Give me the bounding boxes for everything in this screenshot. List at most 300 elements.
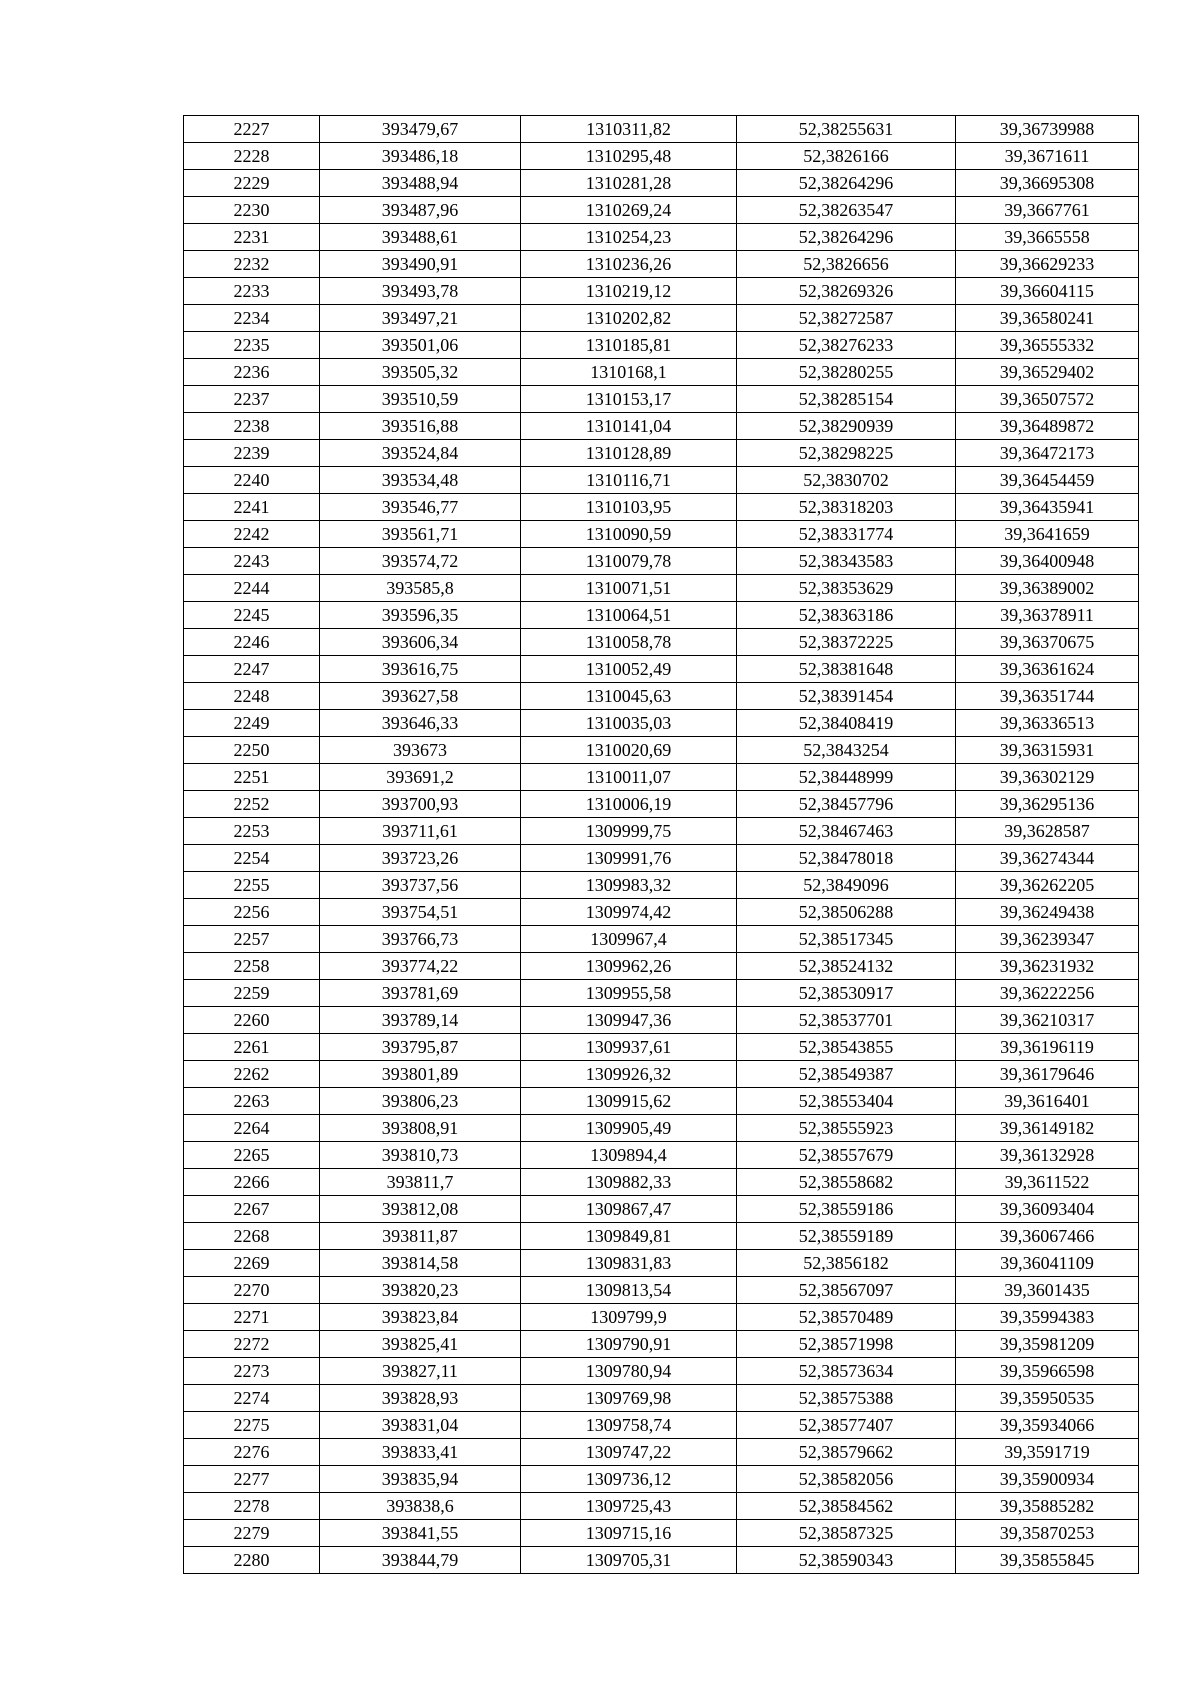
y-coordinate-cell: 1309715,16 bbox=[521, 1520, 737, 1547]
table-row bbox=[184, 143, 1139, 170]
y-coordinate-cell: 1309831,83 bbox=[521, 1250, 737, 1277]
latitude-cell: 52,38582056 bbox=[737, 1466, 956, 1493]
latitude-cell: 52,3856182 bbox=[737, 1250, 956, 1277]
point-number-cell: 2275 bbox=[184, 1412, 320, 1439]
latitude-cell: 52,38285154 bbox=[737, 386, 956, 413]
latitude-cell: 52,38343583 bbox=[737, 548, 956, 575]
y-coordinate-cell: 1310269,24 bbox=[521, 197, 737, 224]
latitude-cell: 52,38573634 bbox=[737, 1358, 956, 1385]
x-coordinate-cell: 393814,58 bbox=[320, 1250, 521, 1277]
x-coordinate-cell: 393737,56 bbox=[320, 872, 521, 899]
longitude-cell: 39,36196119 bbox=[956, 1034, 1139, 1061]
latitude-cell: 52,38363186 bbox=[737, 602, 956, 629]
latitude-cell: 52,38263547 bbox=[737, 197, 956, 224]
point-number-cell: 2242 bbox=[184, 521, 320, 548]
x-coordinate-cell: 393711,61 bbox=[320, 818, 521, 845]
point-number-cell: 2273 bbox=[184, 1358, 320, 1385]
y-coordinate-cell: 1309974,42 bbox=[521, 899, 737, 926]
y-coordinate-cell: 1310219,12 bbox=[521, 278, 737, 305]
point-number-cell: 2253 bbox=[184, 818, 320, 845]
point-number-cell: 2258 bbox=[184, 953, 320, 980]
longitude-cell: 39,36262205 bbox=[956, 872, 1139, 899]
x-coordinate-cell: 393812,08 bbox=[320, 1196, 521, 1223]
point-number-cell: 2240 bbox=[184, 467, 320, 494]
point-number-cell: 2276 bbox=[184, 1439, 320, 1466]
y-coordinate-cell: 1309894,4 bbox=[521, 1142, 737, 1169]
y-coordinate-cell: 1310153,17 bbox=[521, 386, 737, 413]
table-row bbox=[184, 1142, 1139, 1169]
y-coordinate-cell: 1310168,1 bbox=[521, 359, 737, 386]
x-coordinate-cell: 393811,7 bbox=[320, 1169, 521, 1196]
y-coordinate-cell: 1310141,04 bbox=[521, 413, 737, 440]
y-coordinate-cell: 1310295,48 bbox=[521, 143, 737, 170]
table-row bbox=[184, 386, 1139, 413]
longitude-cell: 39,36604115 bbox=[956, 278, 1139, 305]
table-row bbox=[184, 629, 1139, 656]
table-row bbox=[184, 1385, 1139, 1412]
y-coordinate-cell: 1310116,71 bbox=[521, 467, 737, 494]
latitude-cell: 52,38467463 bbox=[737, 818, 956, 845]
longitude-cell: 39,35966598 bbox=[956, 1358, 1139, 1385]
y-coordinate-cell: 1310079,78 bbox=[521, 548, 737, 575]
longitude-cell: 39,36378911 bbox=[956, 602, 1139, 629]
point-number-cell: 2255 bbox=[184, 872, 320, 899]
x-coordinate-cell: 393841,55 bbox=[320, 1520, 521, 1547]
latitude-cell: 52,38457796 bbox=[737, 791, 956, 818]
latitude-cell: 52,38587325 bbox=[737, 1520, 956, 1547]
x-coordinate-cell: 393828,93 bbox=[320, 1385, 521, 1412]
point-number-cell: 2280 bbox=[184, 1547, 320, 1574]
point-number-cell: 2233 bbox=[184, 278, 320, 305]
table-row bbox=[184, 332, 1139, 359]
latitude-cell: 52,38579662 bbox=[737, 1439, 956, 1466]
longitude-cell: 39,35900934 bbox=[956, 1466, 1139, 1493]
longitude-cell: 39,36555332 bbox=[956, 332, 1139, 359]
y-coordinate-cell: 1310128,89 bbox=[521, 440, 737, 467]
point-number-cell: 2237 bbox=[184, 386, 320, 413]
x-coordinate-cell: 393487,96 bbox=[320, 197, 521, 224]
longitude-cell: 39,36067466 bbox=[956, 1223, 1139, 1250]
longitude-cell: 39,3628587 bbox=[956, 818, 1139, 845]
point-number-cell: 2227 bbox=[184, 116, 320, 143]
point-number-cell: 2267 bbox=[184, 1196, 320, 1223]
y-coordinate-cell: 1310236,26 bbox=[521, 251, 737, 278]
point-number-cell: 2241 bbox=[184, 494, 320, 521]
longitude-cell: 39,36435941 bbox=[956, 494, 1139, 521]
latitude-cell: 52,3830702 bbox=[737, 467, 956, 494]
x-coordinate-cell: 393524,84 bbox=[320, 440, 521, 467]
latitude-cell: 52,38559186 bbox=[737, 1196, 956, 1223]
table-row bbox=[184, 980, 1139, 1007]
x-coordinate-cell: 393501,06 bbox=[320, 332, 521, 359]
y-coordinate-cell: 1309725,43 bbox=[521, 1493, 737, 1520]
table-row bbox=[184, 1493, 1139, 1520]
x-coordinate-cell: 393835,94 bbox=[320, 1466, 521, 1493]
table-row bbox=[184, 1061, 1139, 1088]
longitude-cell: 39,36149182 bbox=[956, 1115, 1139, 1142]
table-row bbox=[184, 1412, 1139, 1439]
table-row bbox=[184, 1250, 1139, 1277]
point-number-cell: 2244 bbox=[184, 575, 320, 602]
table-row bbox=[184, 791, 1139, 818]
longitude-cell: 39,35870253 bbox=[956, 1520, 1139, 1547]
x-coordinate-cell: 393497,21 bbox=[320, 305, 521, 332]
latitude-cell: 52,3843254 bbox=[737, 737, 956, 764]
table-row bbox=[184, 575, 1139, 602]
y-coordinate-cell: 1310281,28 bbox=[521, 170, 737, 197]
longitude-cell: 39,3591719 bbox=[956, 1439, 1139, 1466]
latitude-cell: 52,38575388 bbox=[737, 1385, 956, 1412]
x-coordinate-cell: 393810,73 bbox=[320, 1142, 521, 1169]
latitude-cell: 52,38264296 bbox=[737, 170, 956, 197]
table-row bbox=[184, 1466, 1139, 1493]
table-row bbox=[184, 224, 1139, 251]
longitude-cell: 39,36210317 bbox=[956, 1007, 1139, 1034]
y-coordinate-cell: 1310071,51 bbox=[521, 575, 737, 602]
x-coordinate-cell: 393806,23 bbox=[320, 1088, 521, 1115]
y-coordinate-cell: 1309937,61 bbox=[521, 1034, 737, 1061]
latitude-cell: 52,38298225 bbox=[737, 440, 956, 467]
x-coordinate-cell: 393831,04 bbox=[320, 1412, 521, 1439]
point-number-cell: 2232 bbox=[184, 251, 320, 278]
table-row bbox=[184, 278, 1139, 305]
longitude-cell: 39,36315931 bbox=[956, 737, 1139, 764]
longitude-cell: 39,36132928 bbox=[956, 1142, 1139, 1169]
point-number-cell: 2229 bbox=[184, 170, 320, 197]
y-coordinate-cell: 1310103,95 bbox=[521, 494, 737, 521]
y-coordinate-cell: 1309790,91 bbox=[521, 1331, 737, 1358]
point-number-cell: 2231 bbox=[184, 224, 320, 251]
y-coordinate-cell: 1309780,94 bbox=[521, 1358, 737, 1385]
y-coordinate-cell: 1310202,82 bbox=[521, 305, 737, 332]
x-coordinate-cell: 393808,91 bbox=[320, 1115, 521, 1142]
latitude-cell: 52,38555923 bbox=[737, 1115, 956, 1142]
table-row bbox=[184, 737, 1139, 764]
latitude-cell: 52,38353629 bbox=[737, 575, 956, 602]
x-coordinate-cell: 393646,33 bbox=[320, 710, 521, 737]
latitude-cell: 52,38577407 bbox=[737, 1412, 956, 1439]
longitude-cell: 39,36179646 bbox=[956, 1061, 1139, 1088]
table-row bbox=[184, 1223, 1139, 1250]
point-number-cell: 2259 bbox=[184, 980, 320, 1007]
latitude-cell: 52,38478018 bbox=[737, 845, 956, 872]
x-coordinate-cell: 393838,6 bbox=[320, 1493, 521, 1520]
coordinates-table-body bbox=[184, 116, 1139, 1574]
x-coordinate-cell: 393490,91 bbox=[320, 251, 521, 278]
longitude-cell: 39,36489872 bbox=[956, 413, 1139, 440]
y-coordinate-cell: 1309926,32 bbox=[521, 1061, 737, 1088]
y-coordinate-cell: 1309769,98 bbox=[521, 1385, 737, 1412]
point-number-cell: 2238 bbox=[184, 413, 320, 440]
latitude-cell: 52,38272587 bbox=[737, 305, 956, 332]
x-coordinate-cell: 393844,79 bbox=[320, 1547, 521, 1574]
table-row bbox=[184, 602, 1139, 629]
y-coordinate-cell: 1310064,51 bbox=[521, 602, 737, 629]
point-number-cell: 2274 bbox=[184, 1385, 320, 1412]
longitude-cell: 39,36336513 bbox=[956, 710, 1139, 737]
latitude-cell: 52,38408419 bbox=[737, 710, 956, 737]
y-coordinate-cell: 1309991,76 bbox=[521, 845, 737, 872]
x-coordinate-cell: 393574,72 bbox=[320, 548, 521, 575]
table-row bbox=[184, 1088, 1139, 1115]
longitude-cell: 39,36629233 bbox=[956, 251, 1139, 278]
point-number-cell: 2270 bbox=[184, 1277, 320, 1304]
latitude-cell: 52,38269326 bbox=[737, 278, 956, 305]
y-coordinate-cell: 1310045,63 bbox=[521, 683, 737, 710]
point-number-cell: 2243 bbox=[184, 548, 320, 575]
table-row bbox=[184, 251, 1139, 278]
point-number-cell: 2265 bbox=[184, 1142, 320, 1169]
x-coordinate-cell: 393691,2 bbox=[320, 764, 521, 791]
table-row bbox=[184, 467, 1139, 494]
x-coordinate-cell: 393596,35 bbox=[320, 602, 521, 629]
x-coordinate-cell: 393493,78 bbox=[320, 278, 521, 305]
x-coordinate-cell: 393488,61 bbox=[320, 224, 521, 251]
longitude-cell: 39,35885282 bbox=[956, 1493, 1139, 1520]
latitude-cell: 52,38506288 bbox=[737, 899, 956, 926]
table-row bbox=[184, 953, 1139, 980]
point-number-cell: 2268 bbox=[184, 1223, 320, 1250]
point-number-cell: 2234 bbox=[184, 305, 320, 332]
longitude-cell: 39,36239347 bbox=[956, 926, 1139, 953]
x-coordinate-cell: 393781,69 bbox=[320, 980, 521, 1007]
longitude-cell: 39,36400948 bbox=[956, 548, 1139, 575]
point-number-cell: 2261 bbox=[184, 1034, 320, 1061]
y-coordinate-cell: 1309999,75 bbox=[521, 818, 737, 845]
latitude-cell: 52,38530917 bbox=[737, 980, 956, 1007]
y-coordinate-cell: 1309967,4 bbox=[521, 926, 737, 953]
longitude-cell: 39,36507572 bbox=[956, 386, 1139, 413]
longitude-cell: 39,3601435 bbox=[956, 1277, 1139, 1304]
x-coordinate-cell: 393534,48 bbox=[320, 467, 521, 494]
longitude-cell: 39,36370675 bbox=[956, 629, 1139, 656]
latitude-cell: 52,3826656 bbox=[737, 251, 956, 278]
longitude-cell: 39,35855845 bbox=[956, 1547, 1139, 1574]
longitude-cell: 39,36580241 bbox=[956, 305, 1139, 332]
table-row bbox=[184, 494, 1139, 521]
point-number-cell: 2278 bbox=[184, 1493, 320, 1520]
table-row bbox=[184, 656, 1139, 683]
latitude-cell: 52,38543855 bbox=[737, 1034, 956, 1061]
y-coordinate-cell: 1310254,23 bbox=[521, 224, 737, 251]
x-coordinate-cell: 393673 bbox=[320, 737, 521, 764]
table-row bbox=[184, 872, 1139, 899]
y-coordinate-cell: 1310020,69 bbox=[521, 737, 737, 764]
table-row bbox=[184, 926, 1139, 953]
longitude-cell: 39,3667761 bbox=[956, 197, 1139, 224]
latitude-cell: 52,38264296 bbox=[737, 224, 956, 251]
longitude-cell: 39,36739988 bbox=[956, 116, 1139, 143]
table-row bbox=[184, 1358, 1139, 1385]
x-coordinate-cell: 393561,71 bbox=[320, 521, 521, 548]
y-coordinate-cell: 1309867,47 bbox=[521, 1196, 737, 1223]
point-number-cell: 2249 bbox=[184, 710, 320, 737]
table-row bbox=[184, 197, 1139, 224]
y-coordinate-cell: 1309747,22 bbox=[521, 1439, 737, 1466]
longitude-cell: 39,35950535 bbox=[956, 1385, 1139, 1412]
point-number-cell: 2245 bbox=[184, 602, 320, 629]
longitude-cell: 39,3665558 bbox=[956, 224, 1139, 251]
longitude-cell: 39,3671611 bbox=[956, 143, 1139, 170]
longitude-cell: 39,36231932 bbox=[956, 953, 1139, 980]
x-coordinate-cell: 393820,23 bbox=[320, 1277, 521, 1304]
x-coordinate-cell: 393801,89 bbox=[320, 1061, 521, 1088]
y-coordinate-cell: 1309955,58 bbox=[521, 980, 737, 1007]
latitude-cell: 52,38537701 bbox=[737, 1007, 956, 1034]
latitude-cell: 52,38553404 bbox=[737, 1088, 956, 1115]
longitude-cell: 39,36302129 bbox=[956, 764, 1139, 791]
latitude-cell: 52,38372225 bbox=[737, 629, 956, 656]
x-coordinate-cell: 393606,34 bbox=[320, 629, 521, 656]
x-coordinate-cell: 393516,88 bbox=[320, 413, 521, 440]
longitude-cell: 39,35981209 bbox=[956, 1331, 1139, 1358]
point-number-cell: 2277 bbox=[184, 1466, 320, 1493]
longitude-cell: 39,36351744 bbox=[956, 683, 1139, 710]
x-coordinate-cell: 393546,77 bbox=[320, 494, 521, 521]
y-coordinate-cell: 1310058,78 bbox=[521, 629, 737, 656]
point-number-cell: 2269 bbox=[184, 1250, 320, 1277]
x-coordinate-cell: 393825,41 bbox=[320, 1331, 521, 1358]
latitude-cell: 52,3826166 bbox=[737, 143, 956, 170]
table-row bbox=[184, 170, 1139, 197]
latitude-cell: 52,38557679 bbox=[737, 1142, 956, 1169]
point-number-cell: 2248 bbox=[184, 683, 320, 710]
table-row bbox=[184, 845, 1139, 872]
y-coordinate-cell: 1310185,81 bbox=[521, 332, 737, 359]
y-coordinate-cell: 1309983,32 bbox=[521, 872, 737, 899]
y-coordinate-cell: 1309849,81 bbox=[521, 1223, 737, 1250]
table-row bbox=[184, 1304, 1139, 1331]
latitude-cell: 52,38381648 bbox=[737, 656, 956, 683]
point-number-cell: 2228 bbox=[184, 143, 320, 170]
table-row bbox=[184, 1439, 1139, 1466]
y-coordinate-cell: 1309736,12 bbox=[521, 1466, 737, 1493]
y-coordinate-cell: 1309799,9 bbox=[521, 1304, 737, 1331]
y-coordinate-cell: 1310090,59 bbox=[521, 521, 737, 548]
x-coordinate-cell: 393823,84 bbox=[320, 1304, 521, 1331]
table-row bbox=[184, 116, 1139, 143]
longitude-cell: 39,3641659 bbox=[956, 521, 1139, 548]
y-coordinate-cell: 1309758,74 bbox=[521, 1412, 737, 1439]
x-coordinate-cell: 393766,73 bbox=[320, 926, 521, 953]
table-row bbox=[184, 1034, 1139, 1061]
latitude-cell: 52,3849096 bbox=[737, 872, 956, 899]
longitude-cell: 39,36529402 bbox=[956, 359, 1139, 386]
latitude-cell: 52,38571998 bbox=[737, 1331, 956, 1358]
point-number-cell: 2236 bbox=[184, 359, 320, 386]
y-coordinate-cell: 1309962,26 bbox=[521, 953, 737, 980]
coordinates-table bbox=[183, 115, 1139, 1574]
longitude-cell: 39,36361624 bbox=[956, 656, 1139, 683]
y-coordinate-cell: 1310006,19 bbox=[521, 791, 737, 818]
point-number-cell: 2279 bbox=[184, 1520, 320, 1547]
point-number-cell: 2230 bbox=[184, 197, 320, 224]
x-coordinate-cell: 393585,8 bbox=[320, 575, 521, 602]
point-number-cell: 2256 bbox=[184, 899, 320, 926]
y-coordinate-cell: 1309915,62 bbox=[521, 1088, 737, 1115]
latitude-cell: 52,38590343 bbox=[737, 1547, 956, 1574]
longitude-cell: 39,36249438 bbox=[956, 899, 1139, 926]
longitude-cell: 39,36041109 bbox=[956, 1250, 1139, 1277]
latitude-cell: 52,38559189 bbox=[737, 1223, 956, 1250]
point-number-cell: 2260 bbox=[184, 1007, 320, 1034]
x-coordinate-cell: 393723,26 bbox=[320, 845, 521, 872]
table-row bbox=[184, 1547, 1139, 1574]
point-number-cell: 2250 bbox=[184, 737, 320, 764]
latitude-cell: 52,38280255 bbox=[737, 359, 956, 386]
y-coordinate-cell: 1310011,07 bbox=[521, 764, 737, 791]
latitude-cell: 52,38331774 bbox=[737, 521, 956, 548]
point-number-cell: 2257 bbox=[184, 926, 320, 953]
latitude-cell: 52,38255631 bbox=[737, 116, 956, 143]
latitude-cell: 52,38558682 bbox=[737, 1169, 956, 1196]
latitude-cell: 52,38549387 bbox=[737, 1061, 956, 1088]
x-coordinate-cell: 393486,18 bbox=[320, 143, 521, 170]
table-row bbox=[184, 440, 1139, 467]
longitude-cell: 39,36295136 bbox=[956, 791, 1139, 818]
point-number-cell: 2266 bbox=[184, 1169, 320, 1196]
table-row bbox=[184, 1331, 1139, 1358]
latitude-cell: 52,38391454 bbox=[737, 683, 956, 710]
point-number-cell: 2239 bbox=[184, 440, 320, 467]
y-coordinate-cell: 1309813,54 bbox=[521, 1277, 737, 1304]
latitude-cell: 52,38567097 bbox=[737, 1277, 956, 1304]
x-coordinate-cell: 393488,94 bbox=[320, 170, 521, 197]
longitude-cell: 39,36222256 bbox=[956, 980, 1139, 1007]
longitude-cell: 39,36093404 bbox=[956, 1196, 1139, 1223]
point-number-cell: 2254 bbox=[184, 845, 320, 872]
point-number-cell: 2263 bbox=[184, 1088, 320, 1115]
latitude-cell: 52,38524132 bbox=[737, 953, 956, 980]
table-row bbox=[184, 1196, 1139, 1223]
table-row bbox=[184, 305, 1139, 332]
x-coordinate-cell: 393510,59 bbox=[320, 386, 521, 413]
table-row bbox=[184, 683, 1139, 710]
x-coordinate-cell: 393795,87 bbox=[320, 1034, 521, 1061]
table-row bbox=[184, 818, 1139, 845]
latitude-cell: 52,38448999 bbox=[737, 764, 956, 791]
table-row bbox=[184, 764, 1139, 791]
table-row bbox=[184, 521, 1139, 548]
y-coordinate-cell: 1309705,31 bbox=[521, 1547, 737, 1574]
longitude-cell: 39,3616401 bbox=[956, 1088, 1139, 1115]
latitude-cell: 52,38517345 bbox=[737, 926, 956, 953]
point-number-cell: 2252 bbox=[184, 791, 320, 818]
longitude-cell: 39,36454459 bbox=[956, 467, 1139, 494]
x-coordinate-cell: 393833,41 bbox=[320, 1439, 521, 1466]
longitude-cell: 39,36472173 bbox=[956, 440, 1139, 467]
longitude-cell: 39,36389002 bbox=[956, 575, 1139, 602]
latitude-cell: 52,38570489 bbox=[737, 1304, 956, 1331]
point-number-cell: 2235 bbox=[184, 332, 320, 359]
point-number-cell: 2246 bbox=[184, 629, 320, 656]
x-coordinate-cell: 393827,11 bbox=[320, 1358, 521, 1385]
x-coordinate-cell: 393811,87 bbox=[320, 1223, 521, 1250]
table-row bbox=[184, 359, 1139, 386]
x-coordinate-cell: 393616,75 bbox=[320, 656, 521, 683]
x-coordinate-cell: 393505,32 bbox=[320, 359, 521, 386]
latitude-cell: 52,38584562 bbox=[737, 1493, 956, 1520]
table-row bbox=[184, 1007, 1139, 1034]
latitude-cell: 52,38290939 bbox=[737, 413, 956, 440]
point-number-cell: 2271 bbox=[184, 1304, 320, 1331]
table-row bbox=[184, 548, 1139, 575]
table-row bbox=[184, 710, 1139, 737]
point-number-cell: 2264 bbox=[184, 1115, 320, 1142]
table-row bbox=[184, 413, 1139, 440]
table-row bbox=[184, 1520, 1139, 1547]
point-number-cell: 2247 bbox=[184, 656, 320, 683]
